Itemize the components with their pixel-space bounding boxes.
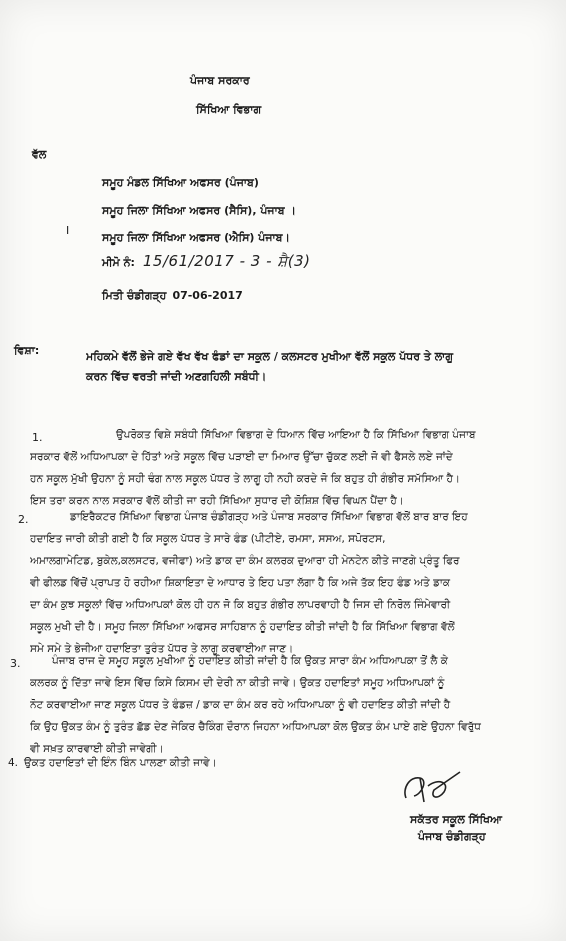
para-3-line: ਕਿ ਉਹ ਉਕਤ ਕੰਮ ਨੂੰ ਤੁਰੰਤ ਛੱਡ ਦੇਣ ਜੇਕਿਰ ਚੈਕਿੰਗ ਦੌਰਾਨ ਜਿਹਨਾ ਅਧਿਆਪਕਾ ਕੋਲ ਉਕਤ ਕੰਮ ਪਾਏ ਗਏ ਉਹਨਾ ਵਿਰੁੱਧ [30,721,481,733]
para-3-line: ਕਲਰਕ ਨੂੰ ਦਿੱਤਾ ਜਾਵੇ ਇਸ ਵਿੱਚ ਕਿਸੇ ਕਿਸਮ ਦੀ ਦੇਰੀ ਨਾ ਕੀਤੀ ਜਾਵੇ। ਉਕਤ ਹਦਾਇਤਾਂ ਸਮੂਹ ਅਧਿਆਪਕਾਂ ਨੂੰ [30,677,445,689]
subject-line-2: ਕਰਨ ਵਿੱਚ ਵਰਤੀ ਜਾਂਦੀ ਅਣਗਹਿਲੀ ਸਬੰਧੀ। [86,370,267,383]
para-2-number: 2. [18,513,29,526]
para-2-line: ਡਾਇਰੈਕਟਰ ਸਿੱਖਿਆ ਵਿਭਾਗ ਪੰਜਾਬ ਚੰਡੀਗੜ੍ਹ ਅਤੇ ਪੰਜਾਬ ਸਰਕਾਰ ਸਿੱਖਿਆ ਵਿਭਾਗ ਵੱਲੋਂ ਬਾਰ ਬਾਰ ਇਹ [70,511,468,523]
para-2-line: ਵੀ ਫੀਲਡ ਵਿੱਚੋਂ ਪ੍ਰਾਪਤ ਹੋ ਰਹੀਆ ਸ਼ਿਕਾਇਤਾ ਦੇ ਆਧਾਰ ਤੇ ਇਹ ਪਤਾ ਲੱਗਾ ਹੈ ਕਿ ਅਜੇ ਤੱਕ ਇਹ ਫੰਡ ਅਤੇ ਡਾਕ [30,577,451,589]
para-1-line: ਹਨ ਸਕੂਲ ਮੁੱਖੀ ਉਹਨਾ ਨੂੰ ਸਹੀ ਢੰਗ ਨਾਲ ਸਕੂਲ ਪੱਧਰ ਤੇ ਲਾਗੂ ਹੀ ਨਹੀ ਕਰਦੇ ਜੋ ਕਿ ਬਹੁਤ ਹੀ ਗੰਭੀਰ ਸਮੱਸਿਆ ਹੈ। [30,473,460,485]
para-3-line: ਨੋਟ ਕਰਵਾਈਆ ਜਾਣ ਸਕੂਲ ਪੱਧਰ ਤੇ ਫੰਡਜ਼ / ਡਾਕ ਦਾ ਕੰਮ ਕਰ ਰਹੇ ਅਧਿਆਪਕਾ ਨੂੰ ਵੀ ਹਦਾਇਤ ਕੀਤੀ ਜਾਂਦੀ ਹੈ [30,699,451,711]
para-2-line: ਅਮਾਲਗਾਮੇਟਿਡ, ਬੁਕੇਲ,ਕਲਸਟਰ, ਵਜੀਫਾ) ਅਤੇ ਡਾਕ ਦਾ ਕੰਮ ਕਲਰਕ ਦੁਆਰਾ ਹੀ ਮੇਨਟੇਨ ਕੀਤੇ ਜਾਣਗੇ ਪ੍ਰੰਤੂ ਫਿਰ [30,555,460,567]
para-1-line: ਉਪਰੋਕਤ ਵਿਸ਼ੇ ਸਬੰਧੀ ਸਿੱਖਿਆ ਵਿਭਾਗ ਦੇ ਧਿਆਨ ਵਿੱਚ ਆਇਆ ਹੈ ਕਿ ਸਿੱਖਿਆ ਵਿਭਾਗ ਪੰਜਾਬ [116,429,476,441]
para-2-line: ਸਮੇ ਸਮੇ ਤੇ ਭੇਜੀਆ ਹਦਾਇਤਾ ਤੁਰੰਤ ਪੱਧਰ ਤੇ ਲਾਗੂ ਕਰਵਾਈਆ ਜਾਣ। [30,643,294,655]
signatory-place: ਪੰਜਾਬ ਚੰਡੀਗੜ੍ਹ [418,830,486,843]
date-row [102,289,243,302]
para-2-line: ਸਕੂਲ ਮੁਖੀ ਦੀ ਹੈ। ਸਮੂਹ ਜਿਲਾ ਸਿੱਖਿਆ ਅਫਸਰ ਸਾਹਿਬਾਨ ਨੂੰ ਹਦਾਇਤ ਕੀਤੀ ਜਾਂਦੀ ਹੈ ਕਿ ਸਿੱਖਿਆ ਵਿਭਾਗ ਵੱਲੋਂ [30,621,455,633]
subject-label: ਵਿਸ਼ਾ: [14,344,40,357]
para-2-line: ਦਾ ਕੰਮ ਕੁਝ ਸਕੂਲਾਂ ਵਿੱਚ ਅਧਿਆਪਕਾਂ ਕੋਲ ਹੀ ਹਨ ਜੋ ਕਿ ਬਹੁਤ ਗੰਭੀਰ ਲਾਪਰਵਾਹੀ ਹੈ ਜਿਸ ਦੀ ਨਿਰੋਲ ਜਿੰਮੇਵਾਰੀ [30,599,451,611]
margin-tick: I [66,224,70,237]
recipient-2: ਸਮੂਹ ਜਿਲਾ ਸਿੱਖਿਆ ਅਫਸਰ (ਸੈਸਿ), ਪੰਜਾਬ । [102,204,296,217]
para-2-line: ਹਦਾਇਤ ਜਾਰੀ ਕੀਤੀ ਗਈ ਹੈ ਕਿ ਸਕੂਲ ਪੱਧਰ ਤੇ ਸਾਰੇ ਫੰਡ (ਪੀਟੀਏ, ਰਮਸਾ, ਸਸਅ, ਸਪੋਰਟਸ, [30,533,386,545]
date-label: ਮਿਤੀ ਚੰਡੀਗੜ੍ਹ [102,289,167,302]
para-4-line: ਉਕਤ ਹਦਾਇਤਾਂ ਦੀ ਇੰਨ ਬਿੰਨ ਪਾਲਣਾ ਕੀਤੀ ਜਾਵੇ। [24,757,217,769]
para-3-line: ਵੀ ਸਖ਼ਤ ਕਾਰਵਾਈ ਕੀਤੀ ਜਾਵੇਗੀ। [30,743,164,755]
recipient-3: ਸਮੂਹ ਜਿਲਾ ਸਿੱਖਿਆ ਅਫਸਰ (ਐਸਿ) ਪੰਜਾਬ। [102,231,290,244]
paragraph-1 [30,424,544,512]
recipient-1: ਸਮੂਹ ਮੰਡਲ ਸਿੱਖਿਆ ਅਫਸਰ (ਪੰਜਾਬ) [102,176,259,189]
para-3-line: ਪੰਜਾਬ ਰਾਜ ਦੇ ਸਮੂਹ ਸਕੂਲ ਮੁਖੀਆ ਨੂੰ ਹਦਾਇਤ ਕੀਤੀ ਜਾਂਦੀ ਹੈ ਕਿ ਉਕਤ ਸਾਰਾ ਕੰਮ ਅਧਿਆਪਕਾ ਤੋਂ ਲੈ ਕੇ [52,655,448,667]
memo-row [102,252,311,270]
to-label: ਵੱਲ [32,148,47,161]
memo-number: 15/61/2017 - 3 - ਸ਼ੈ(3) [142,252,311,270]
para-1-line: ਸਰਕਾਰ ਵੱਲੋਂ ਅਧਿਆਪਕਾ ਦੇ ਹਿੱਤਾਂ ਅਤੇ ਸਕੂਲ ਵਿੱਚ ਪੜਾਈ ਦਾ ਮਿਆਰ ਉੱਚਾ ਚੁੱਕਣ ਲਈ ਜੋ ਵੀ ਫੈਸਲੇ ਲਏ ਜਾਂਦੇ [30,451,453,463]
para-3-number: 3. [10,657,21,670]
signatory-title: ਸਕੱਤਰ ਸਕੂਲ ਸਿੱਖਿਆ [410,813,502,826]
para-1-line: ਇਸ ਤਰਾ ਕਰਨ ਨਾਲ ਸਰਕਾਰ ਵੱਲੋਂ ਕੀਤੀ ਜਾ ਰਹੀ ਸਿੱਖਿਆ ਸੁਧਾਰ ਦੀ ਕੋਸ਼ਿਸ਼ ਵਿੱਚ ਵਿਘਨ ਪੈਂਦਾ ਹੈ। [30,495,404,507]
subject-line-1: ਮਹਿਕਮੇ ਵੱਲੋਂ ਭੇਜੇ ਗਏ ਵੱਖ ਵੱਖ ਫੰਡਾਂ ਦਾ ਸਕੂਲ / ਕਲਸਟਰ ਮੁਖੀਆ ਵੱਲੋਂ ਸਕੂਲ ਪੱਧਰ ਤੇ ਲਾਗੂ [86,350,453,363]
paragraph-4 [8,752,217,774]
paragraph-2 [30,506,544,660]
para-4-number: 4. [8,757,19,769]
paragraph-3 [30,650,544,760]
memo-label: ਮੀਮੋ ਨੰ: [102,256,135,269]
date-value: 07-06-2017 [172,289,243,302]
department-heading: ਸਿੱਖਿਆ ਵਿਭਾਗ [196,103,262,116]
government-heading: ਪੰਜਾਬ ਸਰਕਾਰ [190,74,250,87]
para-1-number: 1. [32,431,43,444]
signature-scrawl [398,768,470,810]
